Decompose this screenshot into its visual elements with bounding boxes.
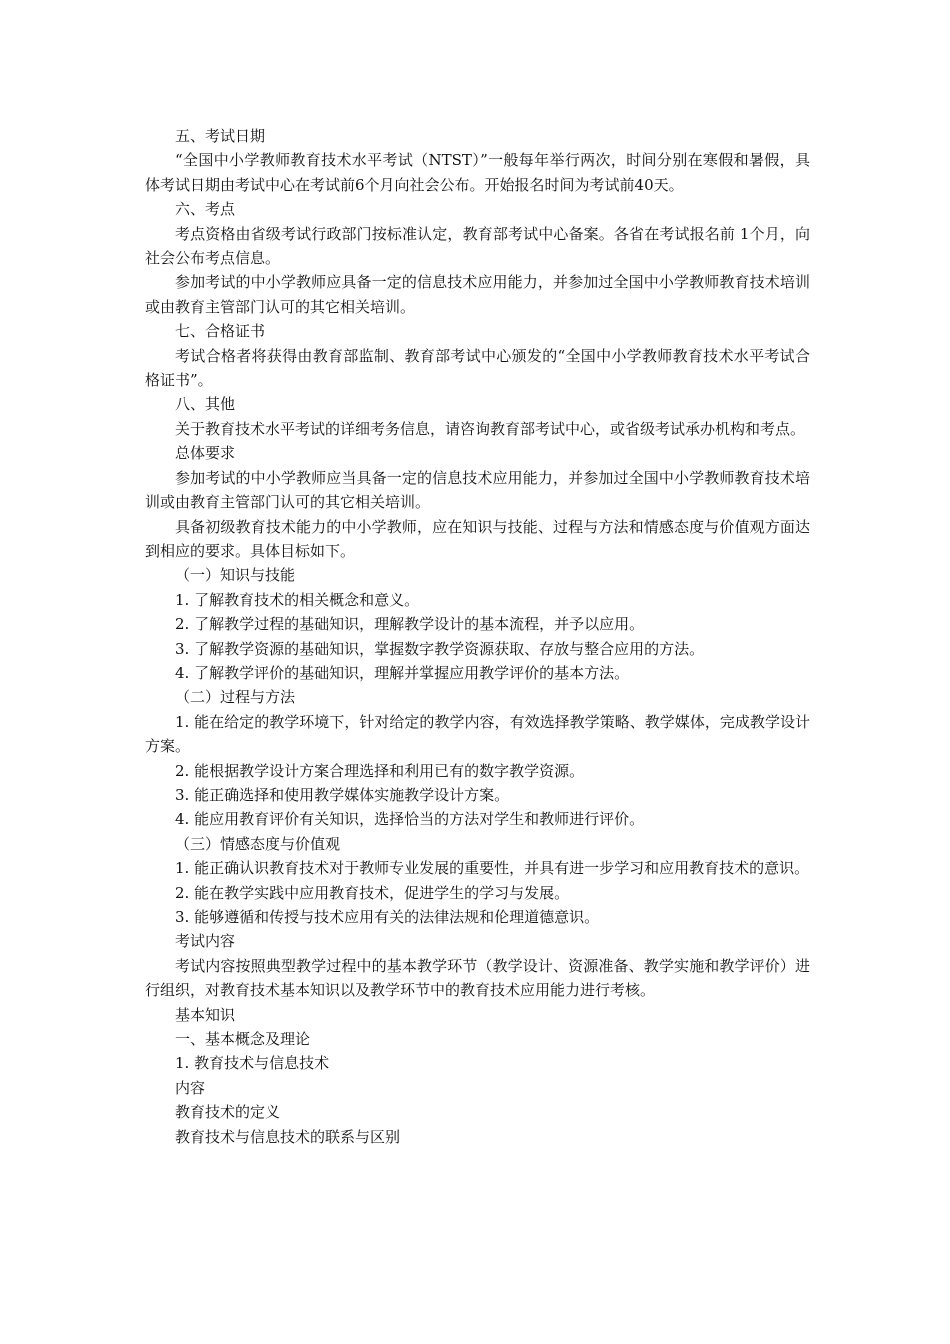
section-heading: 基本知识 [175, 1005, 236, 1024]
list-item: 1. 能在给定的教学环境下，针对给定的教学内容，有效选择教学策略、教学媒体，完成教学设计方案。 [145, 712, 810, 756]
paragraph: 关于教育技术水平考试的详细考务信息，请咨询教育部考试中心，或省级考试承办机构和考点。 [175, 419, 806, 438]
document-body [145, 124, 810, 1149]
paragraph: 具备初级教育技术能力的中小学教师，应在知识与技能、过程与方法和情感态度与价值观方面达到相应的要求。具体目标如下。 [145, 517, 810, 560]
text-line: 教育技术的定义 [175, 1103, 281, 1122]
paragraph: 考试内容按照典型教学过程中的基本教学环节（教学设计、资源准备、教学实施和教学评价）进行组织，对教育技术基本知识以及教学环节中的教育技术应用能力进行考核。 [145, 956, 810, 1000]
list-item: 2. 了解教学过程的基础知识，理解教学设计的基本流程，并予以应用。 [175, 615, 645, 634]
paragraph: 参加考试的中小学教师应具备一定的信息技术应用能力，并参加过全国中小学教师教育技术培训或由教育主管部门认可的其它相关培训。 [145, 273, 810, 316]
paragraph: 考点资格由省级考试行政部门按标准认定，教育部考试中心备案。各省在考试报名前 1个月，向社会公布考点信息。 [145, 224, 810, 268]
text-line: 教育技术与信息技术的联系与区别 [175, 1127, 401, 1146]
subsection-heading: 一、基本概念及理论 [175, 1030, 311, 1049]
section-heading: 总体要求 [175, 444, 236, 463]
paragraph: 考试合格者将获得由教育部监制、教育部考试中心颁发的“全国中小学教师教育技术水平考试合格证书”。 [145, 346, 810, 390]
list-item: 1. 能正确认识教育技术对于教师专业发展的重要性，并具有进一步学习和应用教育技术的意识。 [175, 859, 810, 878]
list-item: 2. 能根据教学设计方案合理选择和利用已有的数字教学资源。 [175, 761, 585, 780]
section-heading: 七、合格证书 [175, 322, 266, 341]
list-item: 3. 能够遵循和传授与技术应用有关的法律法规和伦理道德意识。 [175, 908, 600, 926]
list-item: 1. 了解教育技术的相关概念和意义。 [175, 590, 420, 609]
paragraph: “全国中小学教师教育技术水平考试（NTST）”一般每年举行两次，时间分别在寒假和暑假，具体考试日期由考试中心在考试前6个月向社会公布。开始报名时间为考试前40天。 [145, 151, 810, 194]
subsection-heading: （二）过程与方法 [175, 688, 296, 707]
text-line: 内容 [175, 1078, 206, 1097]
section-heading: 八、其他 [175, 395, 236, 414]
section-heading: 六、考点 [175, 200, 236, 219]
list-item: 4. 了解教学评价的基础知识，理解并掌握应用教学评价的基本方法。 [175, 663, 630, 682]
list-item: 3. 能正确选择和使用教学媒体实施教学设计方案。 [175, 785, 510, 804]
paragraph: 参加考试的中小学教师应当具备一定的信息技术应用能力，并参加过全国中小学教师教育技术培训或由教育主管部门认可的其它相关培训。 [145, 468, 810, 512]
list-item: 4. 能应用教育评价有关知识，选择恰当的方法对学生和教师进行评价。 [175, 810, 645, 829]
subsection-heading: （三）情感态度与价值观 [175, 834, 341, 853]
section-heading: 考试内容 [175, 932, 236, 951]
list-item: 3. 了解教学资源的基础知识，掌握数字教学资源获取、存放与整合应用的方法。 [175, 639, 705, 658]
subsection-heading: 1. 教育技术与信息技术 [175, 1054, 330, 1073]
list-item: 2. 能在教学实践中应用教育技术，促进学生的学习与发展。 [175, 883, 570, 902]
section-heading: 五、考试日期 [175, 127, 266, 145]
subsection-heading: （一）知识与技能 [175, 566, 296, 585]
